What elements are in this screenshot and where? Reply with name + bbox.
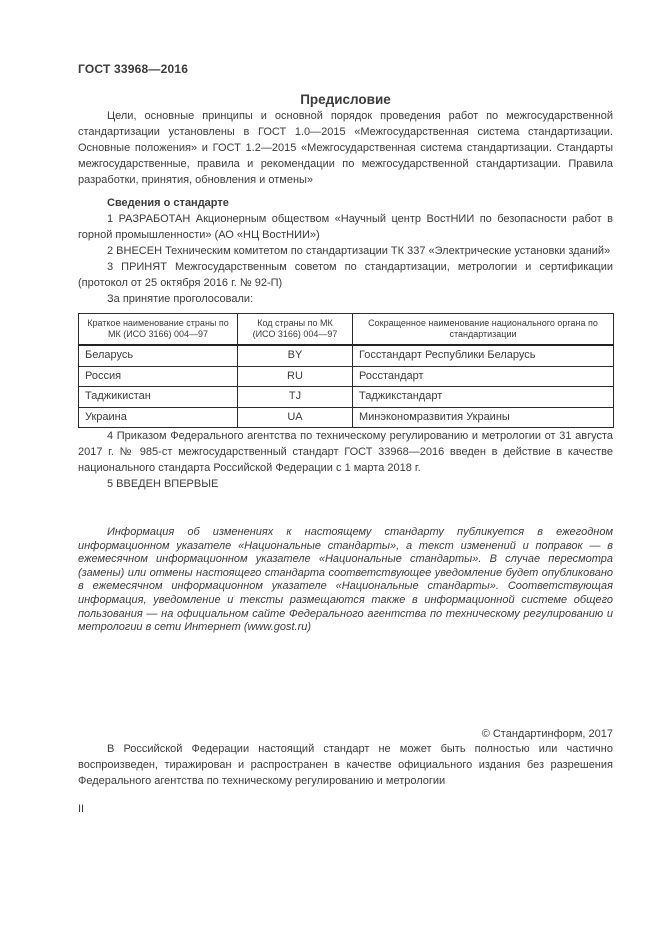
page-title: Предисловие (300, 92, 391, 107)
vote-table (78, 313, 614, 428)
standard-info-item-5: 5 ВВЕДЕН ВПЕРВЫЕ (107, 478, 219, 490)
vote-table-header-code: Код страны по МК (ИСО 3166) 004—97 (238, 314, 353, 346)
table-row (79, 407, 614, 428)
table-row (79, 345, 614, 366)
vote-lead: За принятие проголосовали: (107, 293, 254, 305)
cell-body: Госстандарт Республики Беларусь (353, 345, 614, 366)
intro-paragraph: Цели, основные принципы и основной порядок проведения работ по межгосударственной стандартизации установлены в ГОСТ 1.0—2015 «Межгосударственная система стандартизации. Основные положения» и ГОСТ 1.2—2015 «Межгосударственная система стандартизации. Стандарты межгосударственные, правила и рекомендации по межгосударственной стандартизации. Правила разработки, принятия, обновления и отмены» (78, 110, 613, 186)
vote-table-header-country: Краткое наименование страны по МК (ИСО 3166) 004—97 (79, 314, 238, 346)
standard-info-heading: Сведения о стандарте (107, 197, 229, 209)
cell-body: Минэкономразвития Украины (353, 407, 614, 428)
cell-country: Таджикистан (79, 387, 238, 408)
cell-body: Таджикстандарт (353, 387, 614, 408)
doc-code: ГОСТ 33968—2016 (78, 62, 189, 76)
table-row (79, 387, 614, 408)
standard-info-item-2: 2 ВНЕСЕН Техническим комитетом по стандартизации ТК 337 «Электрические установки зданий» (107, 245, 611, 257)
cell-body: Росстандарт (353, 366, 614, 387)
cell-code: TJ (238, 387, 353, 408)
cell-country: Беларусь (79, 345, 238, 366)
cell-code: RU (238, 366, 353, 387)
publication-note: Информация об изменениях к настоящему стандарту публикуется в ежегодном информационном указателе «Национальные стандарты», а текст изменений и поправок — в ежемесячном информационном указателе «Национальные стандарты». В случае пересмотра (замены) или отмены настоящего стандарта соответствующее уведомление будет опубликовано в ежемесячном информационном указателе «Национальные стандарты». Соответствующая информация, уведомление и тексты размещаются также в информационной системе общего пользования — на официальном сайте Федерального агентства по техническому регулированию и метрологии в сети Интернет (www.gost.ru) (78, 526, 613, 634)
cell-code: UA (238, 407, 353, 428)
cell-country: Россия (79, 366, 238, 387)
page-number: II (78, 802, 85, 815)
standard-info-item-3: 3 ПРИНЯТ Межгосударственным советом по стандартизации, метрологии и сертификации (протокол от 25 октября 2016 г. № 92-П) (78, 261, 613, 289)
cell-country: Украина (79, 407, 238, 428)
standard-info-item-4: 4 Приказом Федерального агентства по техническому регулированию и метрологии от 31 августа 2017 г. № 985-ст межгосударственный стандарт ГОСТ 33968—2016 введен в действие в качестве национального стандарта Российской Федерации с 1 марта 2018 г. (78, 430, 613, 474)
vote-table-header-row (79, 314, 614, 346)
reproduction-note: В Российской Федерации настоящий стандарт не может быть полностью или частично воспроизведен, тиражирован и распространен в качестве официального издания без разрешения Федерального агентства по техническому регулированию и метрологии (78, 742, 613, 787)
standard-info-item-1: 1 РАЗРАБОТАН Акционерным обществом «Научный центр ВостНИИ по безопасности работ в горной промышленности» (АО «НЦ ВостНИИ») (78, 213, 613, 241)
copyright-line: © Стандартинформ, 2017 (481, 727, 613, 740)
table-row (79, 366, 614, 387)
cell-code: BY (238, 345, 353, 366)
vote-table-header-body: Сокращенное наименование национального органа по стандартизации (353, 314, 614, 346)
